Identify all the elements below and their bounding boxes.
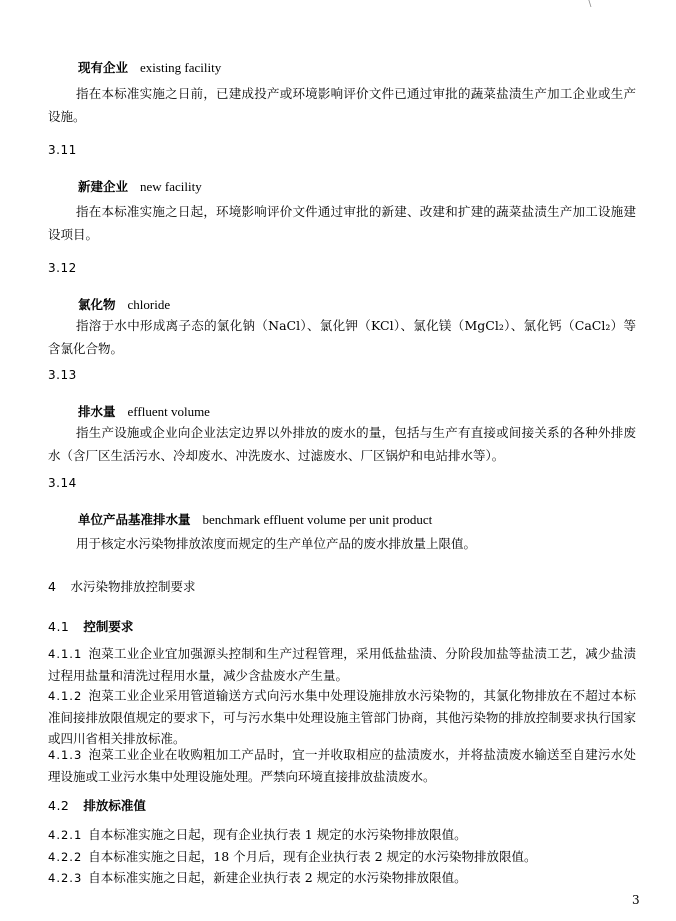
clause-number-3-14: 3.14 xyxy=(48,476,77,490)
term-en: benchmark effluent volume per unit product xyxy=(202,512,433,527)
section-number: 4 xyxy=(48,579,57,594)
clause-text: 泡菜工业企业采用管道输送方式向污水集中处理设施排放水污染物的，其氯化物排放在不超过本标准间接排放限值规定的要求下，可与污水集中处理设施主管部门协商，其他污染物的排放控制要求执行国家或四川省相关排放标准。 xyxy=(48,688,636,746)
clause-text: 自本标准实施之日起，新建企业执行表 2 规定的水污染物排放限值。 xyxy=(88,870,467,885)
section-title: 排放标准值 xyxy=(83,798,146,813)
clause-4-2-1 xyxy=(48,824,636,846)
section-number: 4.1 xyxy=(48,619,70,634)
section-number: 4.2 xyxy=(48,798,70,813)
clause-4-1-1 xyxy=(48,643,636,686)
clause-number-3-13: 3.13 xyxy=(48,368,77,382)
term-cn: 现有企业 xyxy=(78,60,129,75)
term-heading-benchmark-effluent xyxy=(78,510,666,528)
term-cn: 新建企业 xyxy=(78,179,129,194)
clause-number: 4.2.3 xyxy=(48,871,83,885)
term-en: effluent volume xyxy=(127,404,210,419)
clause-number: 4.1.1 xyxy=(48,647,83,661)
term-cn: 单位产品基准排水量 xyxy=(78,512,191,527)
section-4-heading xyxy=(48,577,636,595)
term-heading-effluent-volume xyxy=(78,402,666,420)
clause-text: 自本标准实施之日起，现有企业执行表 1 规定的水污染物排放限值。 xyxy=(88,827,467,842)
clause-4-2-2 xyxy=(48,846,636,868)
term-definition: 用于核定水污染物排放浓度而规定的生产单位产品的废水排放量上限值。 xyxy=(76,536,477,551)
term-cn: 排水量 xyxy=(78,404,116,419)
term-en: existing facility xyxy=(140,60,222,75)
clause-number-3-11: 3.11 xyxy=(48,143,77,157)
term-definition: 指在本标准实施之日起，环境影响评价文件通过审批的新建、改建和扩建的蔬菜盐渍生产加工设施建设项目。 xyxy=(48,204,636,242)
term-heading-existing-facility xyxy=(78,58,666,76)
term-en: chloride xyxy=(127,297,171,312)
clause-number: 4.1.3 xyxy=(48,748,83,762)
clause-4-1-2 xyxy=(48,685,636,749)
section-title: 水污染物排放控制要求 xyxy=(70,579,196,594)
clause-4-1-3 xyxy=(48,744,636,787)
clause-number: 4.2.1 xyxy=(48,828,83,842)
page-number: 3 xyxy=(632,893,640,907)
clause-text: 自本标准实施之日起，18 个月后，现有企业执行表 2 规定的水污染物排放限值。 xyxy=(88,849,537,864)
clause-number: 4.1.2 xyxy=(48,689,83,703)
term-heading-new-facility xyxy=(78,177,666,195)
term-definition: 指溶于水中形成离子态的氯化钠（NaCl）、氯化钾（KCl）、氯化镁（MgCl₂）、氯化钙（CaCl₂）等含氯化合物。 xyxy=(48,318,636,356)
term-heading-chloride xyxy=(78,295,666,313)
top-edge-mark: \ xyxy=(588,0,592,9)
clause-text: 泡菜工业企业宜加强源头控制和生产过程管理，采用低盐盐渍、分阶段加盐等盐渍工艺，减少盐渍过程用盐量和清洗过程用水量，减少含盐废水产生量。 xyxy=(48,646,636,683)
clause-number: 4.2.2 xyxy=(48,850,83,864)
clause-number-3-12: 3.12 xyxy=(48,261,77,275)
section-title: 控制要求 xyxy=(83,619,134,634)
section-4-1-heading xyxy=(48,617,636,635)
clause-text: 泡菜工业企业在收购粗加工产品时，宜一并收取相应的盐渍废水，并将盐渍废水输送至自建污水处理设施或工业污水集中处理设施处理。严禁向环境直接排放盐渍废水。 xyxy=(48,747,636,784)
clause-4-2-3 xyxy=(48,867,636,889)
section-4-2-heading xyxy=(48,796,636,814)
term-cn: 氯化物 xyxy=(78,297,116,312)
term-definition: 指生产设施或企业向企业法定边界以外排放的废水的量，包括与生产有直接或间接关系的各种外排废水（含厂区生活污水、冷却废水、冲洗废水、过滤废水、厂区锅炉和电站排水等）。 xyxy=(48,425,636,463)
term-en: new facility xyxy=(140,179,202,194)
term-definition: 指在本标准实施之日前，已建成投产或环境影响评价文件已通过审批的蔬菜盐渍生产加工企业或生产设施。 xyxy=(48,86,636,124)
